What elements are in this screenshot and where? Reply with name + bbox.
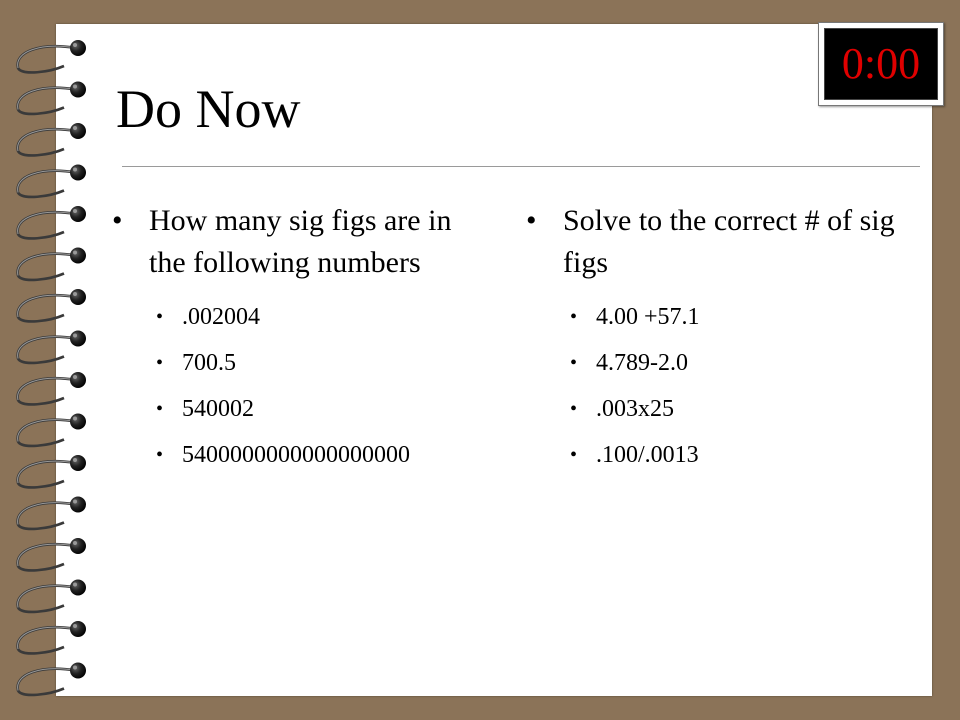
list-item-text: 4.789-2.0 [596,350,688,376]
list-item [156,432,492,478]
list-item [570,432,906,478]
bullet-icon: • [526,204,537,237]
main-bullet-item [112,200,492,284]
list-item-text: .003x25 [596,396,674,422]
list-item [156,294,492,340]
main-bullet-item [526,200,906,284]
list-item [570,386,906,432]
list-item-text: .002004 [182,304,260,330]
bullet-icon: • [570,444,578,466]
left-heading: How many sig figs are in the following numbers [149,204,452,279]
list-item [156,386,492,432]
right-column [526,200,906,478]
bullet-icon: • [570,306,578,328]
left-column [112,200,492,478]
list-item-text: .100/.0013 [596,442,699,468]
list-item [570,340,906,386]
list-item-text: 540002 [182,396,254,422]
right-heading: Solve to the correct # of sig figs [563,204,895,279]
bullet-icon: • [156,444,164,466]
countdown-timer [818,22,944,106]
bullet-icon: • [570,398,578,420]
list-item-text: 5400000000000000000 [182,442,410,468]
right-sub-list [526,294,906,478]
bullet-icon: • [156,306,164,328]
bullet-icon: • [156,352,164,374]
bullet-icon: • [156,398,164,420]
bullet-icon: • [112,204,123,237]
title-divider [122,166,920,167]
list-item-text: 4.00 +57.1 [596,304,700,330]
list-item [156,340,492,386]
timer-display: 0:00 [824,28,938,100]
list-item-text: 700.5 [182,350,236,376]
spiral-binding-icon [0,0,110,720]
list-item [570,294,906,340]
slide-title: Do Now [116,79,301,139]
left-sub-list [112,294,492,478]
bullet-icon: • [570,352,578,374]
